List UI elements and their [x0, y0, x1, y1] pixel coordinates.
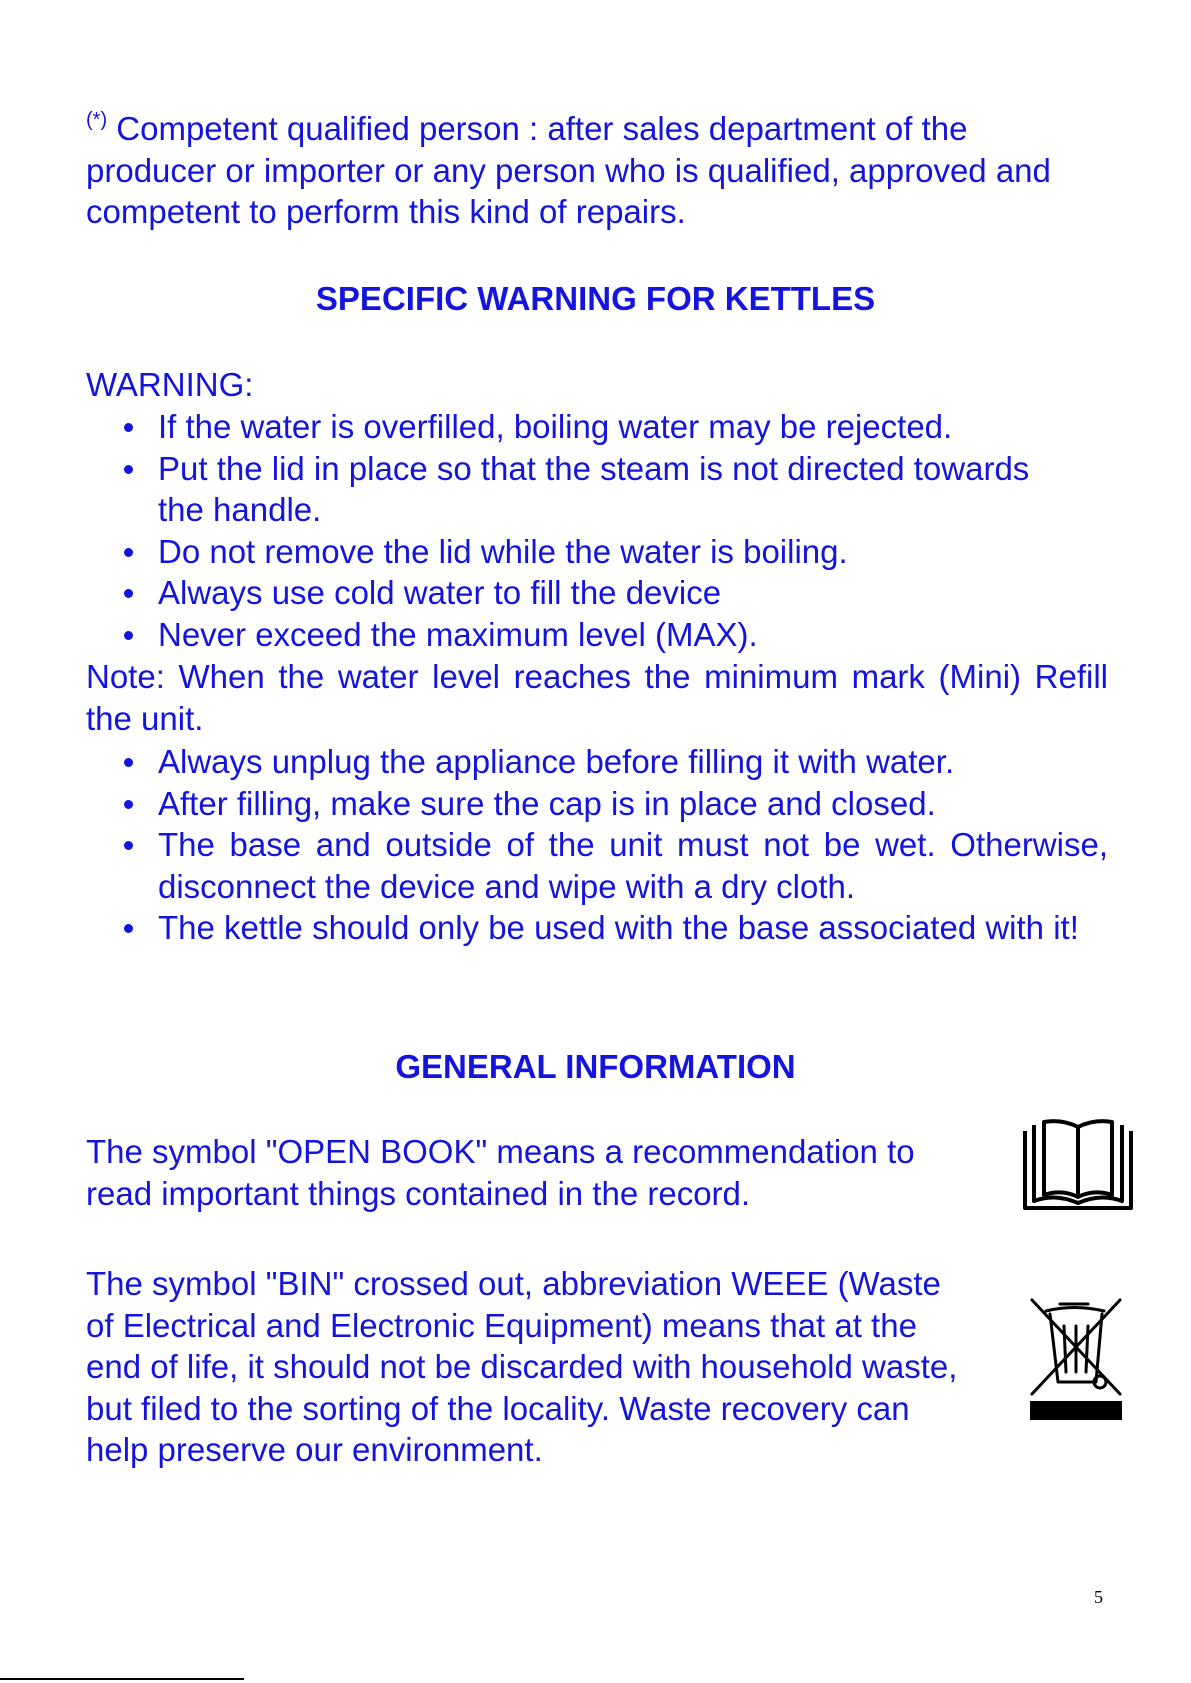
note-text: Note: When the water level reaches the minimum mark (Mini) Refill the unit.: [86, 658, 1108, 737]
list-item: Do not remove the lid while the water is boiling.: [86, 531, 1110, 573]
bullet-icon: [124, 758, 133, 767]
bin-description: The symbol "BIN" crossed out, abbreviation WEEE (Waste of Electrical and Electronic Equipment) means that at the end of life, it should not be discarded with household waste, but filed to the sorting of the locality. Waste recovery can help preserve our environment.: [86, 1265, 958, 1468]
list-item: Never exceed the maximum level (MAX).: [86, 614, 1110, 656]
list-item: Always unplug the appliance before filling it with water.: [86, 741, 1108, 783]
bullet-icon: [124, 465, 133, 474]
list-item: Always use cold water to fill the device: [86, 572, 1110, 614]
footnote-text: Competent qualified person : after sales department of the producer or importer or any person who is qualified, approved and competent to perform this kind of repairs.: [86, 110, 1051, 230]
footnote: [86, 108, 1086, 233]
open-book-icon: [1022, 1119, 1134, 1211]
list-item: The base and outside of the unit must not be wet. Otherwise, disconnect the device and wipe with a dry cloth.: [86, 824, 1108, 907]
list-item: If the water is overfilled, boiling water may be rejected.: [86, 406, 1110, 448]
warning-label: WARNING:: [86, 366, 254, 403]
page-number: 5: [1094, 1587, 1103, 1607]
crossed-out-bin-icon: [1028, 1296, 1124, 1420]
list-item: Put the lid in place so that the steam is not directed towards the handle.: [86, 448, 1058, 531]
kettles-heading: SPECIFIC WARNING FOR KETTLES: [315, 280, 876, 317]
bullet-icon: [124, 924, 133, 933]
bullet-icon: [124, 589, 133, 598]
bullet-icon: [124, 423, 133, 432]
footnote-marker: (*): [86, 109, 108, 131]
footnote-separator: [0, 1678, 244, 1680]
list-item: The kettle should only be used with the base associated with it!: [86, 907, 1108, 949]
general-info-heading: GENERAL INFORMATION: [395, 1048, 796, 1085]
bullet-icon: [124, 548, 133, 557]
warnings-list-2: [86, 741, 1108, 949]
list-item: After filling, make sure the cap is in place and closed.: [86, 783, 1108, 825]
bullet-icon: [124, 800, 133, 809]
warnings-list-1: [86, 406, 1110, 655]
open-book-description: The symbol "OPEN BOOK" means a recommendation to read important things contained in the record.: [86, 1133, 915, 1212]
bullet-icon: [124, 841, 133, 850]
bullet-icon: [124, 631, 133, 640]
